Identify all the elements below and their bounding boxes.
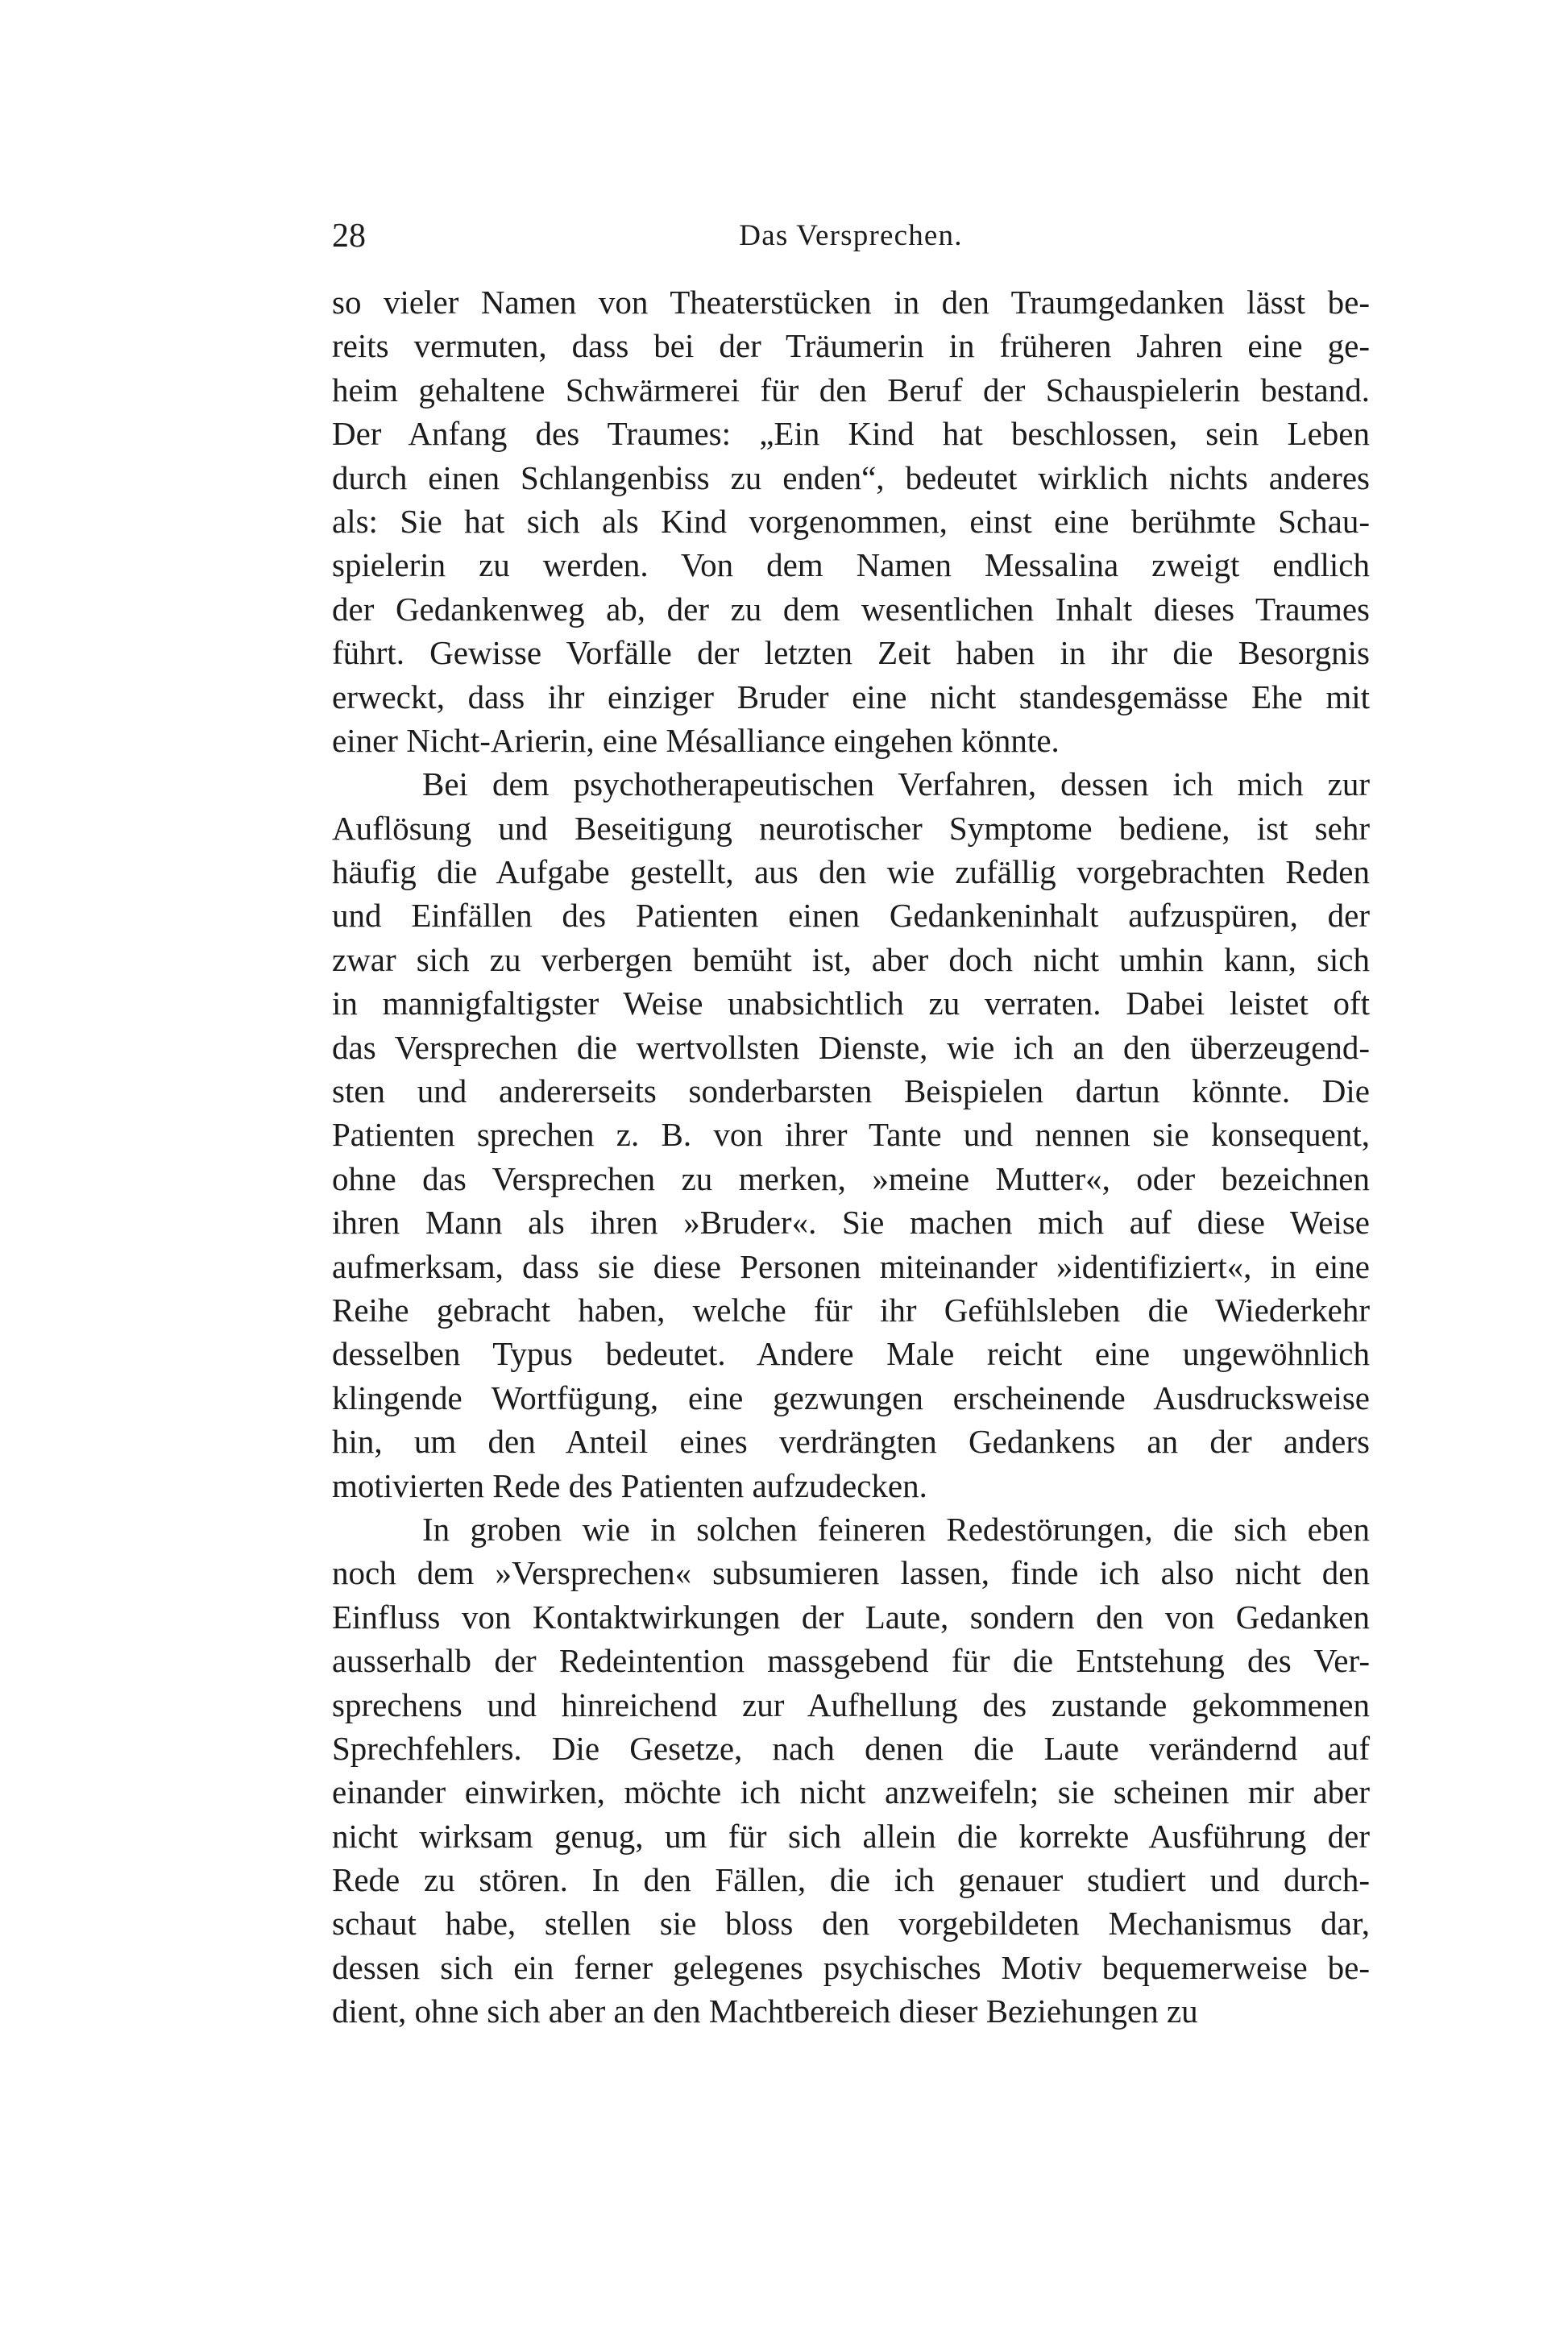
running-title: Das Versprechen. <box>739 219 963 252</box>
text-line: der Gedankenweg ab, der zu dem wesentlichen Inhalt dieses Traumes <box>332 590 1370 628</box>
text-line: so vieler Namen von Theaterstücken in den Traumgedanken lässt be- <box>332 284 1370 321</box>
text-line: sten und andererseits sonderbarsten Beispielen dartun könnte. Die <box>332 1072 1370 1110</box>
text-line: Rede zu stören. In den Fällen, die ich genauer studiert und durch- <box>332 1861 1370 1899</box>
text-line: einer Nicht-Arierin, eine Mésalliance eingehen könnte. <box>332 721 1060 759</box>
text-line: dessen sich ein ferner gelegenes psychisches Motiv bequemerweise be- <box>332 1948 1370 1986</box>
paragraph <box>332 280 1370 762</box>
text-line: häufig die Aufgabe gestellt, aus den wie zufällig vorgebrachten Reden <box>332 853 1370 891</box>
text-line: in mannigfaltigster Weise unabsichtlich zu verraten. Dabei leistet oft <box>332 985 1370 1022</box>
text-line: hin, um den Anteil eines verdrängten Gedankens an der anders <box>332 1423 1370 1461</box>
text-line: erweckt, dass ihr einziger Bruder eine nicht standesgemässe Ehe mit <box>332 678 1370 715</box>
text-line: klingende Wortfügung, eine gezwungen erscheinende Ausdrucksweise <box>332 1379 1370 1416</box>
text-line: nicht wirksam genug, um für sich allein die korrekte Ausführung der <box>332 1817 1370 1855</box>
text-line: desselben Typus bedeutet. Andere Male reicht eine ungewöhnlich <box>332 1335 1370 1373</box>
text-line: führt. Gewisse Vorfälle der letzten Zeit haben in ihr die Besorgnis <box>332 634 1370 672</box>
text-line: Der Anfang des Traumes: „Ein Kind hat beschlossen, sein Leben <box>332 415 1370 453</box>
text-line: schaut habe, stellen sie bloss den vorgebildeten Mechanismus dar, <box>332 1905 1370 1943</box>
text-line: spielerin zu werden. Von dem Namen Messalina zweigt endlich <box>332 546 1370 584</box>
text-line: noch dem »Versprechen« subsumieren lassen, finde ich also nicht den <box>332 1554 1370 1592</box>
text-line: das Versprechen die wertvollsten Dienste, wie ich an den überzeugend- <box>332 1028 1370 1066</box>
text-line: ausserhalb der Redeintention massgebend für die Entstehung des Ver- <box>332 1642 1370 1680</box>
text-line: als: Sie hat sich als Kind vorgenommen, einst eine berühmte Schau- <box>332 502 1370 540</box>
text-line: Patienten sprechen z. B. von ihrer Tante und nennen sie konsequent, <box>332 1116 1370 1154</box>
text-line: zwar sich zu verbergen bemüht ist, aber doch nicht umhin kann, sich <box>332 940 1370 978</box>
text-line: dient, ohne sich aber an den Machtbereich dieser Beziehungen zu <box>332 1992 1198 2030</box>
text-line: durch einen Schlangenbiss zu enden“, bedeutet wirklich nichts anderes <box>332 458 1370 496</box>
text-line: Auflösung und Beseitigung neurotischer Symptome bediene, ist sehr <box>332 809 1370 847</box>
paragraph <box>332 1507 1370 2034</box>
paragraph <box>332 762 1370 1507</box>
text-line: Bei dem psychotherapeutischen Verfahren, dessen ich mich zur <box>422 765 1370 803</box>
text-line: ohne das Versprechen zu merken, »meine Mutter«, oder bezeichnen <box>332 1159 1370 1197</box>
text-line: und Einfällen des Patienten einen Gedankeninhalt aufzuspüren, der <box>332 897 1370 935</box>
text-line: heim gehaltene Schwärmerei für den Beruf der Schauspielerin bestand. <box>332 371 1370 408</box>
page-header <box>332 212 1370 260</box>
text-line: Reihe gebracht haben, welche für ihr Gefühlsleben die Wiederkehr <box>332 1291 1370 1329</box>
body-text <box>332 280 1370 2034</box>
page-number: 28 <box>332 218 366 255</box>
text-line: Sprechfehlers. Die Gesetze, nach denen die Laute verändernd auf <box>332 1729 1370 1767</box>
text-line: reits vermuten, dass bei der Träumerin in früheren Jahren eine ge- <box>332 327 1370 365</box>
text-line: Einfluss von Kontaktwirkungen der Laute, sondern den von Gedanken <box>332 1598 1370 1636</box>
text-line: motivierten Rede des Patienten aufzudecken. <box>332 1466 927 1504</box>
text-line: In groben wie in solchen feineren Redestörungen, die sich eben <box>422 1510 1370 1548</box>
text-line: ihren Mann als ihren »Bruder«. Sie machen mich auf diese Weise <box>332 1204 1370 1242</box>
text-line: sprechens und hinreichend zur Aufhellung des zustande gekommenen <box>332 1686 1370 1723</box>
text-line: aufmerksam, dass sie diese Personen miteinander »identifiziert«, in eine <box>332 1247 1370 1285</box>
text-line: einander einwirken, möchte ich nicht anzweifeln; sie scheinen mir aber <box>332 1773 1370 1811</box>
